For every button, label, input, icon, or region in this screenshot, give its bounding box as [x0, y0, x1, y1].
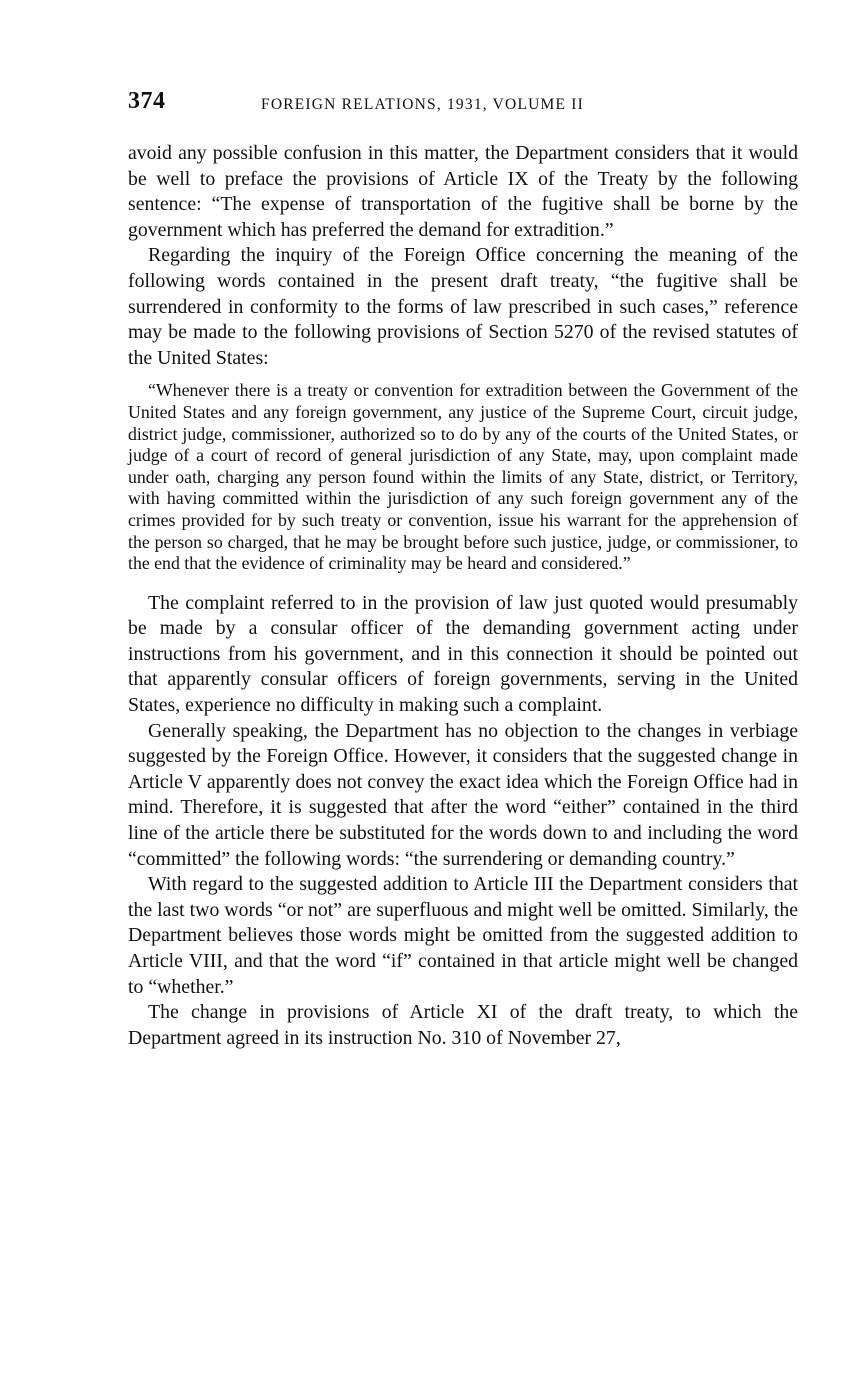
document-page [128, 88, 798, 1051]
page-number: 374 [128, 88, 166, 114]
paragraph-verbiage-changes: Generally speaking, the Department has no objection to the changes in verbiage suggested by the Foreign Office. However, it considers that the suggested change in Article V apparently does not convey the exact idea which the Foreign Office had in mind. Therefore, it is suggested that after the word “either” contained in the third line of the article there be substituted for the words down to and including the word “committed” the following words: “the surrendering or demanding country.” [128, 719, 798, 870]
paragraph-foreign-office-inquiry: Regarding the inquiry of the Foreign Office concerning the meaning of the following words contained in the present draft treaty, “the fugitive shall be surrendered in conformity to the forms of law prescribed in such cases,” reference may be made to the following provisions of Section 5270 of the revised statutes of the United States: [128, 244, 798, 369]
paragraph-article-xi: The change in provisions of Article XI of the draft treaty, to which the Department agreed in its instruction No. 310 of November 27, [128, 1001, 798, 1049]
paragraph-complaint: The complaint referred to in the provision of law just quoted would presumably be made by a consular officer of the demanding government acting under instructions from his government, and in this connection it should be pointed out that apparently consular officers of foreign governments, serving in the United States, experience no difficulty in making such a complaint. [128, 591, 798, 717]
running-header [128, 88, 798, 128]
statute-quotation: “Whenever there is a treaty or convention for extradition between the Government of the United States and any foreign government, any justice of the Supreme Court, circuit judge, district judge, commissioner, authorized so to do by any of the courts of the United States, or judge of a court of record of general jurisdiction of any State, may, upon complaint made under oath, charging any person found within the limits of any State, district, or Territory, with having committed within the jurisdiction of any such foreign government any of the crimes provided for by such treaty or convention, issue his warrant for the apprehension of the person so charged, that he may be brought before such justice, judge, or commissioner, to the end that the evidence of criminality may be heard and considered.” [128, 380, 798, 574]
paragraph-article-iii: With regard to the suggested addition to Article III the Department considers that the last two words “or not” are superfluous and might well be omitted. Similarly, the Department believes those words might be omitted from the suggested addition to Article VIII, and that the word “if” contained in that article might well be changed to “whether.” [128, 873, 798, 998]
running-header-title: FOREIGN RELATIONS, 1931, VOLUME II [261, 96, 584, 113]
body-text [128, 141, 798, 1051]
paragraph-continued: avoid any possible confusion in this matter, the Department considers that it would be well to preface the provisions of Article IX of the Treaty by the following sentence: “The expense of transportation of the fugitive shall be borne by the government which has preferred the demand for extradition.” [128, 142, 798, 241]
